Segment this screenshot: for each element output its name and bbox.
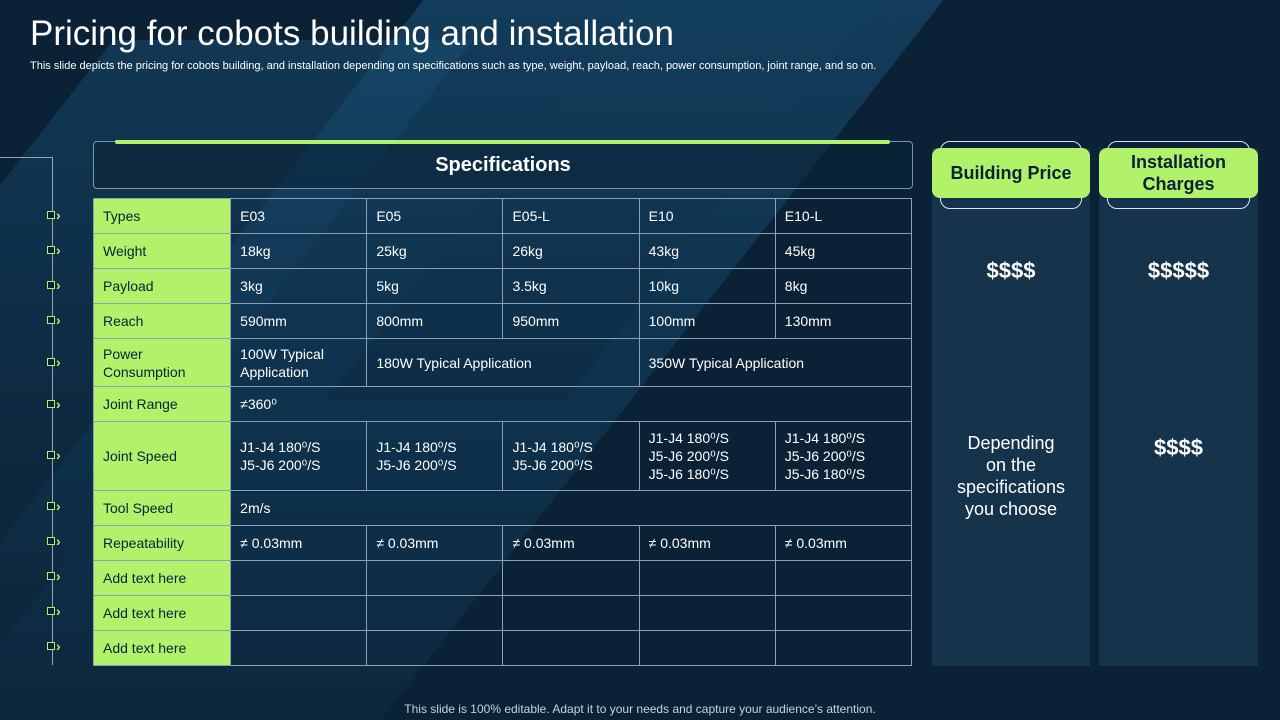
speed-line: J1-J4 180⁰/S <box>784 429 866 446</box>
note-line: you choose <box>964 499 1058 519</box>
row-label: Power Consumption <box>94 339 231 387</box>
table-cell <box>775 630 911 665</box>
bullet-chevron-right-icon: › <box>47 280 67 292</box>
table-cell <box>639 560 775 595</box>
installation-price-value-secondary: $$$$ <box>1154 435 1203 460</box>
building-price-header <box>932 148 1090 198</box>
speed-line: J5-J6 200⁰/S <box>376 456 457 473</box>
table-row-joint-range <box>94 387 912 422</box>
table-cell <box>503 422 639 490</box>
header-line: Installation <box>1130 152 1226 172</box>
speed-line: J1-J4 180⁰/S <box>240 438 321 455</box>
row-label: Add text here <box>94 595 231 630</box>
table-cell <box>503 630 639 665</box>
table-cell: 3.5kg <box>503 269 639 304</box>
specifications-header <box>93 141 913 189</box>
note-line: Depending <box>967 433 1055 453</box>
table-cell: E03 <box>231 199 367 234</box>
building-price-header-label: Building Price <box>950 163 1072 183</box>
table-cell <box>775 422 911 490</box>
specifications-table <box>93 198 912 666</box>
specifications-header-label: Specifications <box>435 153 571 176</box>
row-label: Add text here <box>94 630 231 665</box>
header-line: Charges <box>1142 174 1215 194</box>
bullet-chevron-right-icon: › <box>47 641 67 653</box>
table-cell: 590mm <box>231 304 367 339</box>
row-label: Repeatability <box>94 525 231 560</box>
table-cell: E10 <box>639 199 775 234</box>
table-cell <box>231 560 367 595</box>
speed-line: J5-J6 200⁰/S <box>784 447 866 464</box>
building-price-value: $$$$ <box>986 258 1036 283</box>
table-cell: 130mm <box>775 304 911 339</box>
table-cell: 45kg <box>775 234 911 269</box>
table-row-payload <box>94 269 912 304</box>
table-row-extra <box>94 560 912 595</box>
table-cell: 350W Typical Application <box>639 339 911 387</box>
bullet-rail <box>52 157 53 665</box>
table-cell <box>503 595 639 630</box>
footer-note: This slide is 100% editable. Adapt it to your needs and capture your audience’s attention. <box>404 702 876 716</box>
bullet-chevron-right-icon: › <box>47 357 67 369</box>
table-cell <box>639 595 775 630</box>
table-cell: E10-L <box>775 199 911 234</box>
table-row-extra <box>94 630 912 665</box>
table-cell: 950mm <box>503 304 639 339</box>
page-subtitle: This slide depicts the pricing for cobots building, and installation depending on specifications such as type, weight, payload, reach, power consumption, joint range, and so on. <box>30 60 877 72</box>
table-cell: ≠ 0.03mm <box>231 525 367 560</box>
table-cell <box>639 422 775 490</box>
bullet-chevron-right-icon: › <box>47 210 67 222</box>
table-row-reach <box>94 304 912 339</box>
table-cell: 5kg <box>367 269 503 304</box>
speed-line: J5-J6 180⁰/S <box>784 465 866 482</box>
table-cell: E05-L <box>503 199 639 234</box>
speed-line: J1-J4 180⁰/S <box>648 429 729 446</box>
note-line: specifications <box>956 477 1066 497</box>
table-cell <box>231 422 367 490</box>
row-label: Tool Speed <box>94 490 231 525</box>
bullet-chevron-right-icon: › <box>47 571 67 583</box>
table-cell: 2m/s <box>231 490 912 525</box>
speed-line: J5-J6 200⁰/S <box>512 456 593 473</box>
row-label: Joint Range <box>94 387 231 422</box>
bullet-chevron-right-icon: › <box>47 606 67 618</box>
table-cell: 25kg <box>367 234 503 269</box>
page-title: Pricing for cobots building and installation <box>30 14 674 53</box>
row-label: Payload <box>94 269 231 304</box>
table-cell: 100W Typical Application <box>231 339 367 387</box>
table-row-power <box>94 339 912 387</box>
table-cell <box>503 560 639 595</box>
building-price-panel <box>932 148 1090 666</box>
row-label: Joint Speed <box>94 422 231 490</box>
table-cell: ≠ 0.03mm <box>639 525 775 560</box>
speed-line: J5-J6 200⁰/S <box>648 447 729 464</box>
table-cell <box>775 595 911 630</box>
table-cell <box>367 560 503 595</box>
table-row-tool-speed <box>94 490 912 525</box>
table-row-weight <box>94 234 912 269</box>
table-cell <box>231 630 367 665</box>
table-cell: 180W Typical Application <box>367 339 639 387</box>
table-cell: ≠ 0.03mm <box>367 525 503 560</box>
installation-charges-header <box>1099 148 1258 198</box>
table-cell: 26kg <box>503 234 639 269</box>
bullet-chevron-right-icon: › <box>47 315 67 327</box>
table-cell: 43kg <box>639 234 775 269</box>
row-label: Reach <box>94 304 231 339</box>
note-line: on the <box>985 455 1037 475</box>
bullet-chevron-right-icon: › <box>47 399 67 411</box>
table-cell <box>367 422 503 490</box>
speed-line: J1-J4 180⁰/S <box>376 438 457 455</box>
speed-line: J5-J6 200⁰/S <box>240 456 321 473</box>
table-row-joint-speed <box>94 422 912 490</box>
table-cell: 3kg <box>231 269 367 304</box>
table-cell <box>231 595 367 630</box>
bullet-chevron-right-icon: › <box>47 450 67 462</box>
installation-charges-panel <box>1099 148 1258 666</box>
connector-line <box>0 157 52 158</box>
building-price-note <box>932 432 1090 520</box>
table-row-extra <box>94 595 912 630</box>
table-cell: E05 <box>367 199 503 234</box>
row-label: Weight <box>94 234 231 269</box>
table-cell: 18kg <box>231 234 367 269</box>
table-cell <box>775 560 911 595</box>
bullet-chevron-right-icon: › <box>47 501 67 513</box>
table-row-repeatability <box>94 525 912 560</box>
bullet-chevron-right-icon: › <box>47 536 67 548</box>
row-label: Add text here <box>94 560 231 595</box>
table-cell: ≠ 0.03mm <box>503 525 639 560</box>
table-cell: 8kg <box>775 269 911 304</box>
table-cell: ≠360⁰ <box>231 387 912 422</box>
speed-line: J1-J4 180⁰/S <box>512 438 593 455</box>
table-cell: 100mm <box>639 304 775 339</box>
bullet-chevron-right-icon: › <box>47 245 67 257</box>
speed-line: J5-J6 180⁰/S <box>648 465 729 482</box>
table-cell: 10kg <box>639 269 775 304</box>
table-cell: ≠ 0.03mm <box>775 525 911 560</box>
table-cell: 800mm <box>367 304 503 339</box>
table-cell <box>367 630 503 665</box>
installation-price-value: $$$$$ <box>1147 258 1210 283</box>
specifications-accent-bar <box>115 140 890 144</box>
row-label: Types <box>94 199 231 234</box>
table-cell <box>367 595 503 630</box>
table-cell <box>639 630 775 665</box>
table-row-types <box>94 199 912 234</box>
installation-charges-header-label <box>1131 151 1226 195</box>
